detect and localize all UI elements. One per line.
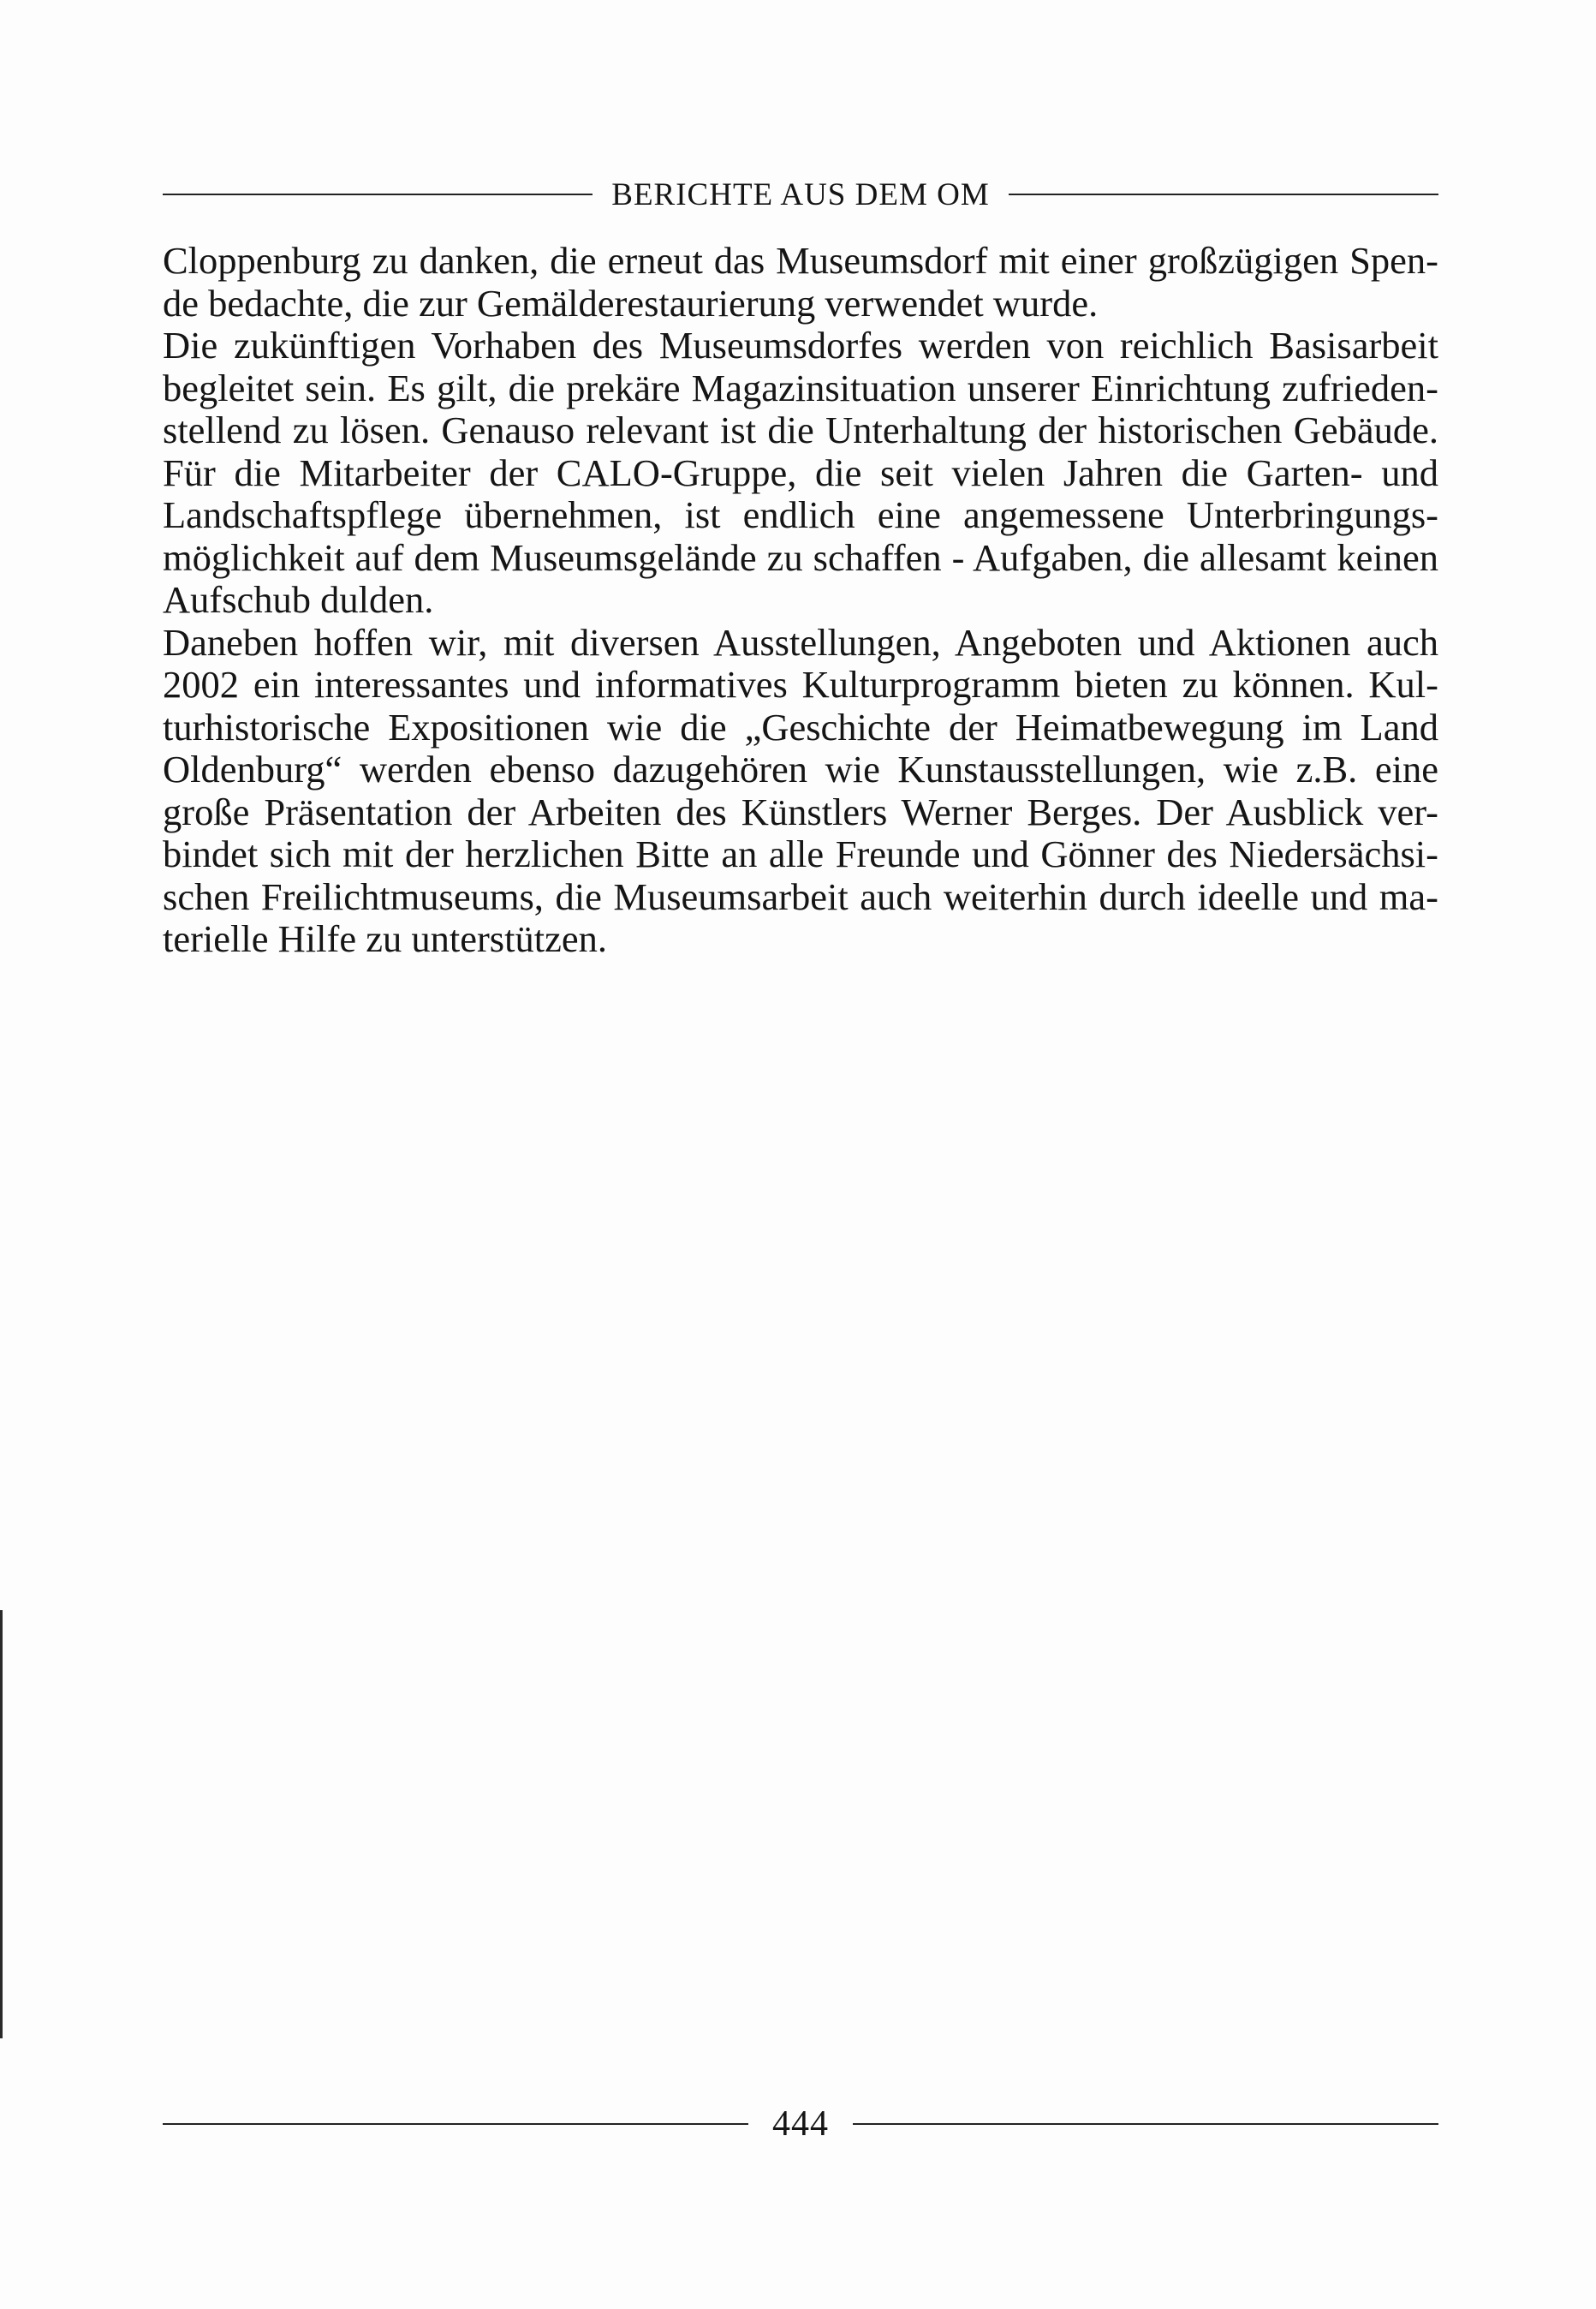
text-line: Landschaftspflege übernehmen, ist endlich eine angemessene Unterbringungs- <box>163 494 1438 536</box>
scan-binding-edge <box>0 1610 3 2038</box>
text-line: Oldenburg“ werden ebenso dazugehören wie Kunstausstellungen, wie z.B. eine <box>163 749 1438 791</box>
running-header <box>163 173 1438 216</box>
text-line: Daneben hoffen wir, mit diversen Ausstellungen, Angeboten und Aktionen auch <box>163 621 1438 664</box>
page-footer <box>163 2100 1438 2148</box>
text-line: Aufschub dulden. <box>163 579 434 621</box>
text-line: 2002 ein interessantes und informatives Kulturprogramm bieten zu können. Kul- <box>163 664 1438 706</box>
text-line: terielle Hilfe zu unterstützen. <box>163 918 607 960</box>
header-title: BERICHTE AUS DEM OM <box>611 176 990 212</box>
footer-rule-right <box>853 2123 1438 2125</box>
text-line: bindet sich mit der herzlichen Bitte an alle Freunde und Gönner des Niedersächsi- <box>163 833 1438 875</box>
text-line: begleitet sein. Es gilt, die prekäre Magazinsituation unserer Einrichtung zufrieden- <box>163 367 1438 409</box>
text-line: Für die Mitarbeiter der CALO-Gruppe, die seit vielen Jahren die Garten- und <box>163 451 1438 494</box>
text-line: de bedachte, die zur Gemälderestaurierung verwendet wurde. <box>163 282 1099 325</box>
text-line: große Präsentation der Arbeiten des Künstlers Werner Berges. Der Ausblick ver- <box>163 791 1438 833</box>
text-line: Cloppenburg zu danken, die erneut das Museumsdorf mit einer großzügigen Spen- <box>163 240 1438 282</box>
text-line: Die zukünftigen Vorhaben des Museumsdorfes werden von reichlich Basisarbeit <box>163 325 1438 367</box>
text-line: turhistorische Expositionen wie die „Geschichte der Heimatbewegung im Land <box>163 706 1438 749</box>
body-text <box>163 240 1438 961</box>
header-rule-right <box>1009 194 1438 195</box>
text-line: schen Freilichtmuseums, die Museumsarbeit auch weiterhin durch ideelle und ma- <box>163 875 1438 918</box>
footer-rule-left <box>163 2123 748 2125</box>
text-line: möglichkeit auf dem Museumsgelände zu schaffen - Aufgaben, die allesamt keinen <box>163 536 1438 579</box>
text-line: stellend zu lösen. Genauso relevant ist die Unterhaltung der historischen Gebäude. <box>163 409 1438 451</box>
header-rule-left <box>163 194 593 195</box>
page-number: 444 <box>772 2104 829 2144</box>
